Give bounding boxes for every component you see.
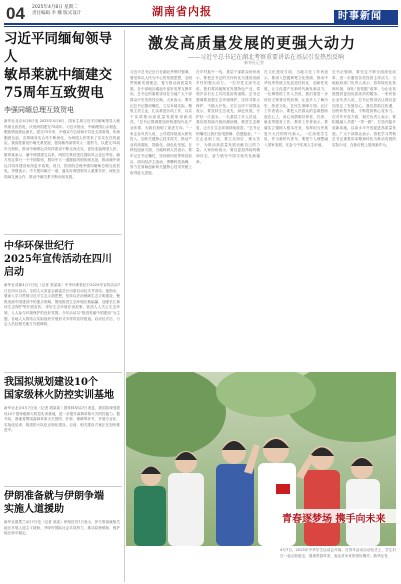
header-rule-thin: [4, 26, 398, 27]
issue-date: [32, 5, 81, 16]
article-environment: [4, 240, 120, 383]
article-body: 新华社德黑兰4月7日电（记者 某某）伊朗官员7日表示，伊方准备就相关地区开展人道主义援助，并呼吁国际社会共同努力，推动局势缓和，维护地区和平稳定。: [4, 520, 120, 536]
article-headline-line2: 实施人道援助: [4, 504, 64, 515]
article-headline-line2: 2025年宣传活动在四川启动: [4, 254, 112, 278]
main-column-2: 在乡村振兴一线，基层干部群众纷纷表示，要把总书记的关怀转化为建设美丽乡村的强大动力。一位村党支部书记说，我们将因地制宜发展特色产业，带领乡亲们走上共同富裕的道路。总书记强调要加强生态环境保护，坚持共抓大保护、不搞大开发。长江沿岸干部群众表示，要坚持生态优先、绿色发展，守护好一江碧水。一名基层工作人员说，我们将持续开展河湖治理，推进生态修复，让长江生态环境持续改善。“总书记的嘱托让我们倍受鼓舞、倍感振奋。”一位企业职工说，要立足岗位、埋头苦干，为推动高质量发展贡献自己的力量。大家纷纷表示，要以更加昂扬的精神状态，奋力谱写中国式现代化新篇章。: [196, 70, 260, 164]
article-body: 新华社北京4月8日电 2025年4月8日，国家主席习近平同缅甸领导人敏昂莱互致贺电，庆祝两国建交75周年。习近平指出，中缅两国山水相连，胞波情谊源远流长。建交75年来，中缅双方弘扬和平共处五项原则，传承胞波友谊，各领域务实合作不断深化，为两国人民带来了实实在在的福祉。我高度重视中缅关系发展，愿同敏昂莱领导人一道努力，以建交75周年为契机，推动中缅命运共同体建设不断走深走实，更好造福两国人民。敏昂莱表示，缅中两国建交以来，两国关系经受住国际风云变幻考验，缅方坚定奉行一个中国原则，愿同中方一道继续巩固传统友谊，推动缅中命运共同体建设取得更多成果。同日，国务院总理李强同缅甸总理互致贺电。李强表示，中方愿同缅方一道，落实好两国领导人重要共识，深化各领域交流合作，推动中缅关系不断向前发展。: [4, 119, 120, 179]
photo-caption: 4月7日，2025年中华学生运动会开幕。在青年活动启动仪式上，学生们在一起合影留念，展现青春风采，表达对未来的美好期许。新华社发: [280, 548, 396, 558]
main-byline: 新华社记者: [244, 60, 264, 65]
main-column-4: 总书记强调，要坚定不移全面深化改革，进一步激发各类经营主体活力。当地政府部门负责人表示，将持续优化营商环境，深化“放管服”改革，为企业发展提供更加优质高效的服务。一家民营企业负责人说，总书记的讲话让我们更加坚定了发展信心，我们将抓住机遇，加快转型升级，不断提高核心竞争力。在对外开放方面，相关负责人表示，要积极融入共建“一带一路”，打造内陆开放新高地，以高水平开放促进高质量发展。广大干部群众表示，将把学习贯彻总书记重要讲话精神转化为推动发展的实际行动，在新征程上展现新作为。: [332, 70, 396, 147]
divider: [4, 486, 122, 487]
article-body: 新华社成都4月7日电（记者 张某某）中华环保世纪行2025年宣传活动7日在四川启动。全国人大常委会副委员长出席启动仪式并讲话。他指出，要深入学习贯彻习近平生态文明思想，坚持以法治保障生态文明建设，聚焦美丽中国建设中的重点领域，围绕推进生态环境法典编纂、加强长江黄河生态保护等开展宣传，讲好生态环境法治故事，营造人人关心生态环境、人人参与环境保护的良好氛围。今年活动以“推进美丽中国建设”为主题，各地人大将结合实际组织开展形式多样的宣传报道。启动仪式后，与会人员赴相关地方开展调研。: [4, 283, 120, 327]
article-iran: [4, 490, 120, 580]
article-xi-myanmar: [4, 30, 120, 251]
article-headline-line1: 中华环保世纪行: [4, 241, 74, 252]
divider: [4, 372, 122, 373]
photo-caption-title: 青春逐梦场 携手向未来: [282, 514, 386, 525]
main-column-1: 习近平总书记近日在湖北考察时强调，要坚持以人民为中心的发展思想，全面贯彻新发展理念，着力推动高质量发展，在中部地区崛起中更好发挥支撑作用。总书记的重要讲话在当地广大干部群众中引发热烈反响。大家表示，要牢记总书记殷切嘱托，立足本地实际，聚焦主责主业，扎实推进各项工作，以实干实绩推动高质量发展取得新成效。“总书记强调要加快构建现代化产业体系，为我们指明了前进方向。”一家企业负责人说，公司将持续加大研发投入，加快关键核心技术攻关，推动产业向高端化、智能化、绿色化发展。在科技创新方面，当地科研人员表示，要牢记总书记嘱托，坚持面向世界科技前沿、面向经济主战场，勇攀科技高峰，努力在原始创新和关键核心技术突破上取得更大进展。: [130, 70, 192, 175]
article-headline-line2: 国家级林火防控实训基地: [4, 390, 114, 401]
article-body: 新华社北京4月7日电（记者 胡某某）国家林草局7日消息，我国拟规划建设10个国家级林火防控实训基地，进一步提升森林草原火灾防控能力。据介绍，基地将围绕森林草原火灾预防、扑救、保障等环节，开展专业化、实战化培训，推进防火队伍正规化建设。目前，相关建设方案正在加快推进中。: [4, 406, 120, 433]
main-headline: 激发高质量发展的更强大动力: [148, 34, 357, 52]
main-subheadline: ——习近平总书记在湖北考察重要讲话在基层引发热烈反响: [188, 54, 345, 61]
section-title: 时事新闻: [338, 11, 382, 22]
article-headline-line3: 75周年互致贺电: [4, 85, 104, 101]
newspaper-logo: 湖南省内报: [152, 5, 212, 18]
article-headline-line1: 伊朗准备就与伊朗争端: [4, 491, 104, 502]
article-headline-line2: 敏昂莱就中缅建交: [4, 67, 112, 83]
article-headline-line1: 习近平同缅甸领导人: [4, 31, 112, 65]
main-column-3: 在文化建设方面，当地文化工作者表示，要深入挖掘荆楚文化资源，推动中华优秀传统文化创造性转化、创新性发展，让文化遗产在新时代焕发新活力。一位博物馆工作人员说，我们将进一步讲好文物背后的故事，让更多人了解历史、热爱文化。在民生保障方面，社区工作者表示，要把人民群众的急难愁盼放在心上，用心用情做好养老、托育、就业等服务工作。教育工作者表示，要落实立德树人根本任务，培养担当民族复兴大任的时代新人。一位高校学生说，作为新时代青年，要把个人理想融入国家发展，在奋斗中实现人生价值。: [264, 70, 328, 147]
date-line-1: 2025年4月8日 星期二: [32, 5, 78, 10]
article-headline-line1: 我国拟规划建设10个: [4, 377, 98, 388]
article-subhead: 李强同缅总理互致贺电: [4, 106, 74, 114]
date-line-2: 责任编辑 李 娜 版式设计: [32, 10, 82, 16]
divider: [4, 234, 122, 235]
header-rule: [4, 23, 398, 25]
column-divider: [124, 30, 125, 582]
page-number: 04: [6, 4, 25, 23]
article-forest-fire: [4, 376, 120, 480]
